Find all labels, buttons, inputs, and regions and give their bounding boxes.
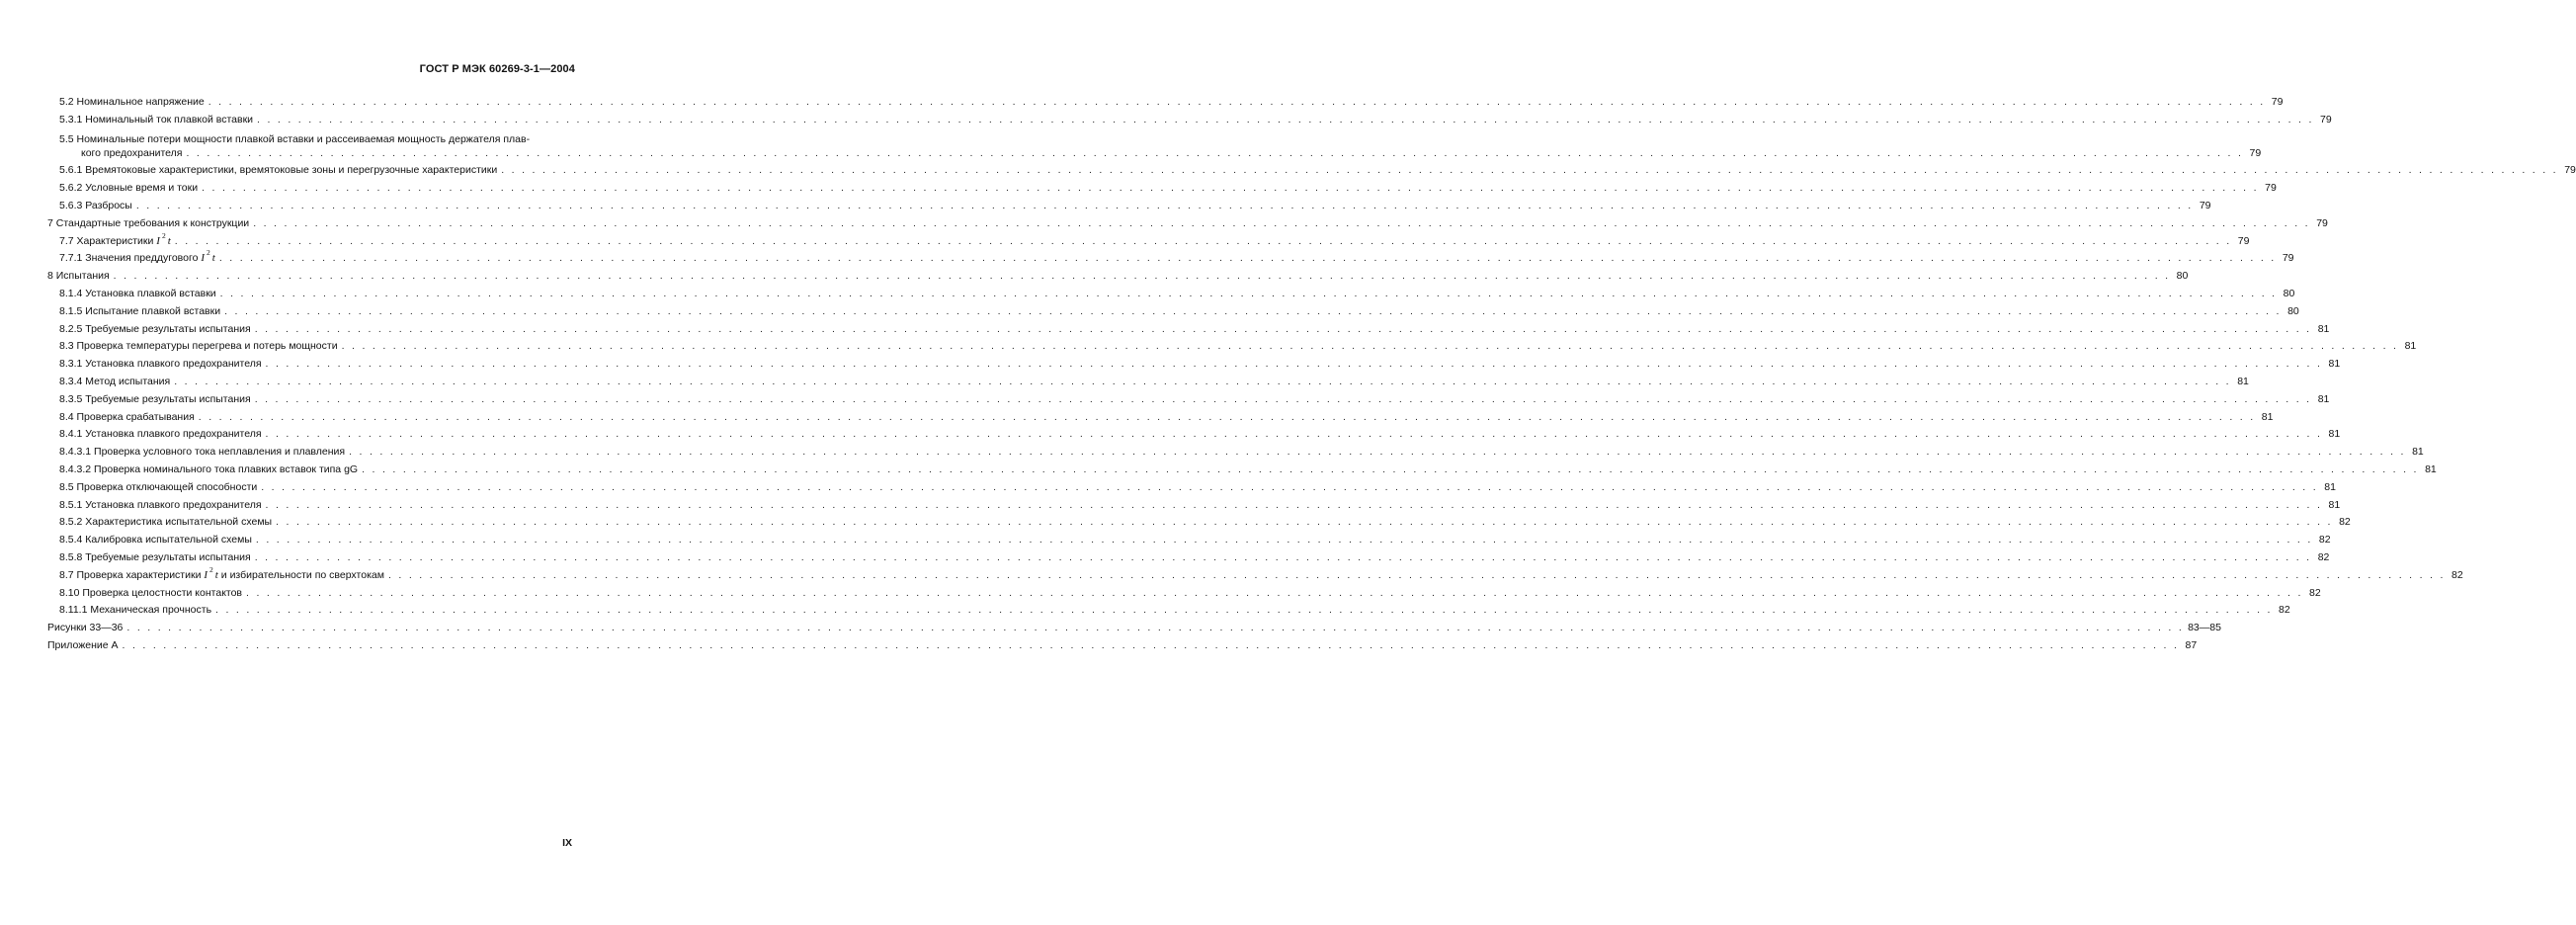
- toc-entry-title: 8.3 Проверка температуры перегрева и потерь мощности: [59, 340, 338, 353]
- toc-entry: [47, 617, 2221, 634]
- toc-entry-title: 8.4.1 Установка плавкого предохранителя: [59, 428, 262, 441]
- formula-exponent: 2: [207, 248, 210, 258]
- toc-entry-page: 81: [2425, 462, 2437, 475]
- toc-entry-title: 5.3.1 Номинальный ток плавкой вставки: [59, 113, 254, 126]
- toc-leader-dots: . . . . . . . . . . . . . . . . . . . . . . . . . . . . . . . . . . . . . . . . . . . . . . . . . . . . . . . . . . . . . . . . . . . . . . . . . . . . . . . . . . . . . . . . . . . . . . . . . . . . . . . . . . . . . . . . . . . . . . . . . . . . . . . . . . . . . . . . . . . . . . . . . . . . . . . . . . . . . . . . . . . . . . . . . . . . . . . . . . . . . . . . . . . . . . . . . . . . . . . .: [215, 604, 2273, 617]
- toc-leader-dots: . . . . . . . . . . . . . . . . . . . . . . . . . . . . . . . . . . . . . . . . . . . . . . . . . . . . . . . . . . . . . . . . . . . . . . . . . . . . . . . . . . . . . . . . . . . . . . . . . . . . . . . . . . . . . . . . . . . . . . . . . . . . . . . . . . . . . . . . . . . . . . . . . . . . . . . . . . . . . . . . . . . . . . . . . . . . . . . . . . . . . . . . . . . . . . . . . . . . . . . .: [198, 410, 2256, 423]
- toc-entry-title: 8.5.2 Характеристика испытательной схемы: [59, 516, 273, 529]
- formula-variable: t: [211, 252, 215, 265]
- toc-leader-dots: . . . . . . . . . . . . . . . . . . . . . . . . . . . . . . . . . . . . . . . . . . . . . . . . . . . . . . . . . . . . . . . . . . . . . . . . . . . . . . . . . . . . . . . . . . . . . . . . . . . . . . . . . . . . . . . . . . . . . . . . . . . . . . . . . . . . . . . . . . . . . . . . . . . . . . . . . . . . . . . . . . . . . . . . . . . . . . . . . . . . . . . . . . . . . . . . . . . . . . . .: [208, 95, 2266, 108]
- toc-entry-page: 82: [2339, 516, 2351, 529]
- toc-entry: [47, 248, 2294, 266]
- toc-entry-page: 79: [2282, 252, 2294, 265]
- toc-leader-dots: . . . . . . . . . . . . . . . . . . . . . . . . . . . . . . . . . . . . . . . . . . . . . . . . . . . . . . . . . . . . . . . . . . . . . . . . . . . . . . . . . . . . . . . . . . . . . . . . . . . . . . . . . . . . . . . . . . . . . . . . . . . . . . . . . . . . . . . . . . . . . . . . . . . . . . . . . . . . . . . . . . . . . . . . . . . . . . . . . . . . . . . . . . . . . . . . . . . . . . . .: [265, 358, 2323, 371]
- toc-leader-dots: . . . . . . . . . . . . . . . . . . . . . . . . . . . . . . . . . . . . . . . . . . . . . . . . . . . . . . . . . . . . . . . . . . . . . . . . . . . . . . . . . . . . . . . . . . . . . . . . . . . . . . . . . . . . . . . . . . . . . . . . . . . . . . . . . . . . . . . . . . . . . . . . . . . . . . . . . . . . . . . . . . . . . . . . . . . . . . . . . . . . . . . . . . . . . . . . . . . . . . . .: [276, 516, 2333, 529]
- toc-leader-dots: . . . . . . . . . . . . . . . . . . . . . . . . . . . . . . . . . . . . . . . . . . . . . . . . . . . . . . . . . . . . . . . . . . . . . . . . . . . . . . . . . . . . . . . . . . . . . . . . . . . . . . . . . . . . . . . . . . . . . . . . . . . . . . . . . . . . . . . . . . . . . . . . . . . . . . . . . . . . . . . . . . . . . . . . . . . . . . . . . . . . . . . . . . . . . . . . . . . . . . . .: [186, 146, 2244, 159]
- toc-leader-dots: . . . . . . . . . . . . . . . . . . . . . . . . . . . . . . . . . . . . . . . . . . . . . . . . . . . . . . . . . . . . . . . . . . . . . . . . . . . . . . . . . . . . . . . . . . . . . . . . . . . . . . . . . . . . . . . . . . . . . . . . . . . . . . . . . . . . . . . . . . . . . . . . . . . . . . . . . . . . . . . . . . . . . . . . . . . . . . . . . . . . . . . . . . . . . . . . . . . . . . . .: [218, 252, 2277, 265]
- toc-entry-title: [59, 246, 215, 265]
- toc-entry: [47, 318, 2330, 336]
- toc-entry-title: 8.5.8 Требуемые результаты испытания: [59, 550, 251, 563]
- toc-entry-title: 8.10 Проверка целостности контактов: [59, 586, 243, 599]
- toc-leader-dots: . . . . . . . . . . . . . . . . . . . . . . . . . . . . . . . . . . . . . . . . . . . . . . . . . . . . . . . . . . . . . . . . . . . . . . . . . . . . . . . . . . . . . . . . . . . . . . . . . . . . . . . . . . . . . . . . . . . . . . . . . . . . . . . . . . . . . . . . . . . . . . . . . . . . . . . . . . . . . . . . . . . . . . . . . . . . . . . . . . . . . . . . . . . . . . . . . . . . . . . .: [265, 428, 2323, 441]
- toc-entry: [47, 283, 2295, 300]
- toc-leader-dots: . . . . . . . . . . . . . . . . . . . . . . . . . . . . . . . . . . . . . . . . . . . . . . . . . . . . . . . . . . . . . . . . . . . . . . . . . . . . . . . . . . . . . . . . . . . . . . . . . . . . . . . . . . . . . . . . . . . . . . . . . . . . . . . . . . . . . . . . . . . . . . . . . . . . . . . . . . . . . . . . . . . . . . . . . . . . . . . . . . . . . . . . . . . . . . . . . . . . . . . .: [219, 287, 2278, 299]
- toc-entry-title: [59, 563, 384, 582]
- toc-entry-page: 82: [2317, 550, 2330, 563]
- table-of-contents: [47, 91, 2576, 652]
- formula-exponent: 2: [161, 230, 166, 240]
- toc-entry: [47, 424, 2341, 442]
- formula-symbol: I: [201, 252, 206, 265]
- toc-leader-dots: . . . . . . . . . . . . . . . . . . . . . . . . . . . . . . . . . . . . . . . . . . . . . . . . . . . . . . . . . . . . . . . . . . . . . . . . . . . . . . . . . . . . . . . . . . . . . . . . . . . . . . . . . . . . . . . . . . . . . . . . . . . . . . . . . . . . . . . . . . . . . . . . . . . . . . . . . . . . . . . . . . . . . . . . . . . . . . . . . . . . . . . . . . . . . . . . . . . . . . . .: [501, 164, 2558, 177]
- toc-entry-page: 81: [2328, 498, 2341, 511]
- toc-entry-page: 82: [2318, 534, 2331, 547]
- toc-entry-page: 79: [2249, 146, 2262, 159]
- toc-entry-title: 8.1.4 Установка плавкой вставки: [59, 287, 216, 299]
- toc-entry: [47, 126, 2262, 160]
- toc-entry-page: 79: [2237, 234, 2250, 247]
- toc-entry-title: 8.5.1 Установка плавкого предохранителя: [59, 498, 262, 511]
- toc-entry-page: 83—85: [2188, 622, 2221, 634]
- toc-entry-title: 8.3.5 Требуемые результаты испытания: [59, 392, 251, 405]
- toc-leader-dots: . . . . . . . . . . . . . . . . . . . . . . . . . . . . . . . . . . . . . . . . . . . . . . . . . . . . . . . . . . . . . . . . . . . . . . . . . . . . . . . . . . . . . . . . . . . . . . . . . . . . . . . . . . . . . . . . . . . . . . . . . . . . . . . . . . . . . . . . . . . . . . . . . . . . . . . . . . . . . . . . . . . . . . . . . . . . . . . . . . . . . . . . . . . . . . . . . . . . . . . .: [261, 480, 2318, 493]
- toc-entry-title: 8.4.3.2 Проверка номинального тока плавких вставок типа gG: [59, 462, 359, 475]
- toc-entry: [47, 388, 2330, 406]
- toc-entry-title: 5.2 Номинальное напряжение: [59, 95, 205, 108]
- toc-entry-title: 8.2.5 Требуемые результаты испытания: [59, 322, 251, 335]
- toc-entry: [47, 265, 2189, 283]
- toc-entry-title: 8.4 Проверка срабатывания: [59, 410, 195, 423]
- toc-entry: [47, 230, 2250, 248]
- toc-leader-dots: . . . . . . . . . . . . . . . . . . . . . . . . . . . . . . . . . . . . . . . . . . . . . . . . . . . . . . . . . . . . . . . . . . . . . . . . . . . . . . . . . . . . . . . . . . . . . . . . . . . . . . . . . . . . . . . . . . . . . . . . . . . . . . . . . . . . . . . . . . . . . . . . . . . . . . . . . . . . . . . . . . . . . . . . . . . . . . . . . . . . . . . . . . . . . . . . . . . . . . . .: [126, 622, 2185, 634]
- toc-entry-page: 81: [2328, 428, 2341, 441]
- toc-entry-title: 8.1.5 Испытание плавкой вставки: [59, 304, 221, 317]
- toc-entry-page: 79: [2271, 95, 2284, 108]
- toc-entry-title-text: 7.7 Характеристики: [59, 234, 154, 247]
- toc-entry-page: 82: [2309, 586, 2321, 599]
- toc-entry-page: 79: [2320, 113, 2332, 126]
- toc-entry-page: 81: [2317, 322, 2330, 335]
- toc-entry-title: 8 Испытания: [47, 270, 110, 283]
- toc-entry-title: 5.6.3 Разбросы: [59, 199, 132, 211]
- toc-entry-title: Рисунки 33—36: [47, 622, 124, 634]
- toc-entry: [47, 371, 2249, 388]
- toc-entry-title: [59, 132, 2261, 160]
- document-header: ГОСТ Р МЭК 60269-3-1—2004: [419, 63, 575, 75]
- toc-entry-title: 8.5.4 Калибровка испытательной схемы: [59, 534, 252, 547]
- toc-leader-dots: . . . . . . . . . . . . . . . . . . . . . . . . . . . . . . . . . . . . . . . . . . . . . . . . . . . . . . . . . . . . . . . . . . . . . . . . . . . . . . . . . . . . . . . . . . . . . . . . . . . . . . . . . . . . . . . . . . . . . . . . . . . . . . . . . . . . . . . . . . . . . . . . . . . . . . . . . . . . . . . . . . . . . . . . . . . . . . . . . . . . . . . . . . . . . . . . . . . . . . . .: [135, 199, 2194, 211]
- toc-entry-title-tail: и избирательности по сверхтокам: [220, 568, 384, 581]
- page-number: IX: [562, 837, 572, 849]
- toc-entry-page: 81: [2261, 410, 2274, 423]
- toc-entry: [47, 91, 2284, 109]
- toc-entry: [47, 529, 2331, 547]
- toc-entry-page: 81: [2412, 446, 2424, 459]
- toc-entry-title: 8.3.4 Метод испытания: [59, 375, 171, 387]
- formula-variable: t: [167, 234, 171, 247]
- toc-entry: [47, 512, 2351, 530]
- toc-entry: [47, 300, 2299, 318]
- toc-entry-page: 81: [2317, 392, 2330, 405]
- toc-entry: [47, 600, 2290, 618]
- toc-entry-title: Приложение А: [47, 638, 119, 651]
- toc-entry: [47, 336, 2417, 354]
- toc-entry-page: 79: [2564, 164, 2576, 177]
- toc-entry: [47, 177, 2277, 195]
- toc-entry: [47, 476, 2336, 494]
- toc-entry-page: 81: [2328, 358, 2341, 371]
- toc-entry: [47, 441, 2424, 459]
- toc-entry-title-line1: 5.5 Номинальные потери мощности плавкой вставки и рассеиваемая мощность держателя плав-: [59, 132, 531, 145]
- toc-leader-dots: . . . . . . . . . . . . . . . . . . . . . . . . . . . . . . . . . . . . . . . . . . . . . . . . . . . . . . . . . . . . . . . . . . . . . . . . . . . . . . . . . . . . . . . . . . . . . . . . . . . . . . . . . . . . . . . . . . . . . . . . . . . . . . . . . . . . . . . . . . . . . . . . . . . . . . . . . . . . . . . . . . . . . . . . . . . . . . . . . . . . . . . . . . . . . . . . . . . . . . . .: [224, 304, 2282, 317]
- toc-entry-title: 8.5 Проверка отключающей способности: [59, 480, 258, 493]
- toc-leader-dots: . . . . . . . . . . . . . . . . . . . . . . . . . . . . . . . . . . . . . . . . . . . . . . . . . . . . . . . . . . . . . . . . . . . . . . . . . . . . . . . . . . . . . . . . . . . . . . . . . . . . . . . . . . . . . . . . . . . . . . . . . . . . . . . . . . . . . . . . . . . . . . . . . . . . . . . . . . . . . . . . . . . . . . . . . . . . . . . . . . . . . . . . . . . . . . . . . . . . . . . .: [122, 638, 2180, 651]
- toc-entry-page: 81: [2237, 375, 2249, 387]
- toc-entry-title: 8.3.1 Установка плавкого предохранителя: [59, 358, 262, 371]
- toc-entry-title: [59, 229, 171, 248]
- toc-leader-dots: . . . . . . . . . . . . . . . . . . . . . . . . . . . . . . . . . . . . . . . . . . . . . . . . . . . . . . . . . . . . . . . . . . . . . . . . . . . . . . . . . . . . . . . . . . . . . . . . . . . . . . . . . . . . . . . . . . . . . . . . . . . . . . . . . . . . . . . . . . . . . . . . . . . . . . . . . . . . . . . . . . . . . . . . . . . . . . . . . . . . . . . . . . . . . . . . . . . . . . . .: [255, 534, 2313, 547]
- toc-entry-title-text: 7.7.1 Значения преддугового: [59, 252, 199, 265]
- toc-entry: [47, 406, 2274, 424]
- toc-entry-title: 7 Стандартные требования к конструкции: [47, 216, 250, 229]
- toc-leader-dots: . . . . . . . . . . . . . . . . . . . . . . . . . . . . . . . . . . . . . . . . . . . . . . . . . . . . . . . . . . . . . . . . . . . . . . . . . . . . . . . . . . . . . . . . . . . . . . . . . . . . . . . . . . . . . . . . . . . . . . . . . . . . . . . . . . . . . . . . . . . . . . . . . . . . . . . . . . . . . . . . . . . . . . . . . . . . . . . . . . . . . . . . . . . . . . . . . . . . . . . .: [253, 216, 2310, 229]
- toc-entry-page: 81: [2404, 340, 2417, 353]
- toc-entry-page: 79: [2199, 199, 2211, 211]
- toc-leader-dots: . . . . . . . . . . . . . . . . . . . . . . . . . . . . . . . . . . . . . . . . . . . . . . . . . . . . . . . . . . . . . . . . . . . . . . . . . . . . . . . . . . . . . . . . . . . . . . . . . . . . . . . . . . . . . . . . . . . . . . . . . . . . . . . . . . . . . . . . . . . . . . . . . . . . . . . . . . . . . . . . . . . . . . . . . . . . . . . . . . . . . . . . . . . . . . . . . . . . . . . .: [174, 375, 2231, 387]
- toc-entry-page: 82: [2451, 568, 2463, 581]
- toc-entry: [47, 353, 2341, 371]
- toc-entry-title: 8.11.1 Механическая прочность: [59, 604, 212, 617]
- toc-entry: [47, 564, 2463, 582]
- toc-leader-dots: . . . . . . . . . . . . . . . . . . . . . . . . . . . . . . . . . . . . . . . . . . . . . . . . . . . . . . . . . . . . . . . . . . . . . . . . . . . . . . . . . . . . . . . . . . . . . . . . . . . . . . . . . . . . . . . . . . . . . . . . . . . . . . . . . . . . . . . . . . . . . . . . . . . . . . . . . . . . . . . . . . . . . . . . . . . . . . . . . . . . . . . . . . . . . . . . . . . . . . . .: [202, 182, 2259, 195]
- toc-leader-dots: . . . . . . . . . . . . . . . . . . . . . . . . . . . . . . . . . . . . . . . . . . . . . . . . . . . . . . . . . . . . . . . . . . . . . . . . . . . . . . . . . . . . . . . . . . . . . . . . . . . . . . . . . . . . . . . . . . . . . . . . . . . . . . . . . . . . . . . . . . . . . . . . . . . . . . . . . . . . . . . . . . . . . . . . . . . . . . . . . . . . . . . . . . . . . . . . . . . . . . . .: [254, 322, 2312, 335]
- toc-leader-dots: . . . . . . . . . . . . . . . . . . . . . . . . . . . . . . . . . . . . . . . . . . . . . . . . . . . . . . . . . . . . . . . . . . . . . . . . . . . . . . . . . . . . . . . . . . . . . . . . . . . . . . . . . . . . . . . . . . . . . . . . . . . . . . . . . . . . . . . . . . . . . . . . . . . . . . . . . . . . . . . . . . . . . . . . . . . . . . . . . . . . . . . . . . . . . . . . . . . . . . . .: [246, 586, 2303, 599]
- toc-entry: [47, 195, 2211, 212]
- toc-leader-dots: . . . . . . . . . . . . . . . . . . . . . . . . . . . . . . . . . . . . . . . . . . . . . . . . . . . . . . . . . . . . . . . . . . . . . . . . . . . . . . . . . . . . . . . . . . . . . . . . . . . . . . . . . . . . . . . . . . . . . . . . . . . . . . . . . . . . . . . . . . . . . . . . . . . . . . . . . . . . . . . . . . . . . . . . . . . . . . . . . . . . . . . . . . . . . . . . . . . . . . . .: [387, 568, 2446, 581]
- formula-variable: t: [214, 568, 218, 581]
- toc-entry: [47, 494, 2341, 512]
- toc-leader-dots: . . . . . . . . . . . . . . . . . . . . . . . . . . . . . . . . . . . . . . . . . . . . . . . . . . . . . . . . . . . . . . . . . . . . . . . . . . . . . . . . . . . . . . . . . . . . . . . . . . . . . . . . . . . . . . . . . . . . . . . . . . . . . . . . . . . . . . . . . . . . . . . . . . . . . . . . . . . . . . . . . . . . . . . . . . . . . . . . . . . . . . . . . . . . . . . . . . . . . . . .: [174, 234, 2232, 247]
- toc-entry-title-text: 8.7 Проверка характеристики: [59, 568, 202, 581]
- toc-entry-page: 80: [2283, 287, 2295, 299]
- toc-entry-page: 79: [2316, 216, 2328, 229]
- toc-leader-dots: . . . . . . . . . . . . . . . . . . . . . . . . . . . . . . . . . . . . . . . . . . . . . . . . . . . . . . . . . . . . . . . . . . . . . . . . . . . . . . . . . . . . . . . . . . . . . . . . . . . . . . . . . . . . . . . . . . . . . . . . . . . . . . . . . . . . . . . . . . . . . . . . . . . . . . . . . . . . . . . . . . . . . . . . . . . . . . . . . . . . . . . . . . . . . . . . . . . . . . . .: [265, 498, 2323, 511]
- formula-symbol: I: [204, 568, 208, 581]
- toc-entry-page: 79: [2265, 182, 2277, 195]
- toc-leader-dots: . . . . . . . . . . . . . . . . . . . . . . . . . . . . . . . . . . . . . . . . . . . . . . . . . . . . . . . . . . . . . . . . . . . . . . . . . . . . . . . . . . . . . . . . . . . . . . . . . . . . . . . . . . . . . . . . . . . . . . . . . . . . . . . . . . . . . . . . . . . . . . . . . . . . . . . . . . . . . . . . . . . . . . . . . . . . . . . . . . . . . . . . . . . . . . . . . . . . . . . .: [349, 446, 2406, 459]
- toc-entry: [47, 160, 2576, 178]
- formula-symbol: I: [156, 234, 160, 247]
- toc-entry: [47, 212, 2328, 230]
- toc-entry: [47, 547, 2330, 564]
- toc-entry-page: 81: [2324, 480, 2336, 493]
- toc-entry-title: 5.6.2 Условные время и токи: [59, 182, 199, 195]
- toc-entry: [47, 109, 2332, 126]
- toc-entry-title: 5.6.1 Времятоковые характеристики, времятоковые зоны и перегрузочные характеристики: [59, 164, 498, 177]
- toc-leader-dots: . . . . . . . . . . . . . . . . . . . . . . . . . . . . . . . . . . . . . . . . . . . . . . . . . . . . . . . . . . . . . . . . . . . . . . . . . . . . . . . . . . . . . . . . . . . . . . . . . . . . . . . . . . . . . . . . . . . . . . . . . . . . . . . . . . . . . . . . . . . . . . . . . . . . . . . . . . . . . . . . . . . . . . . . . . . . . . . . . . . . . . . . . . . . . . . . . . . . . . . .: [113, 270, 2171, 283]
- toc-entry: [47, 634, 2198, 652]
- toc-leader-dots: . . . . . . . . . . . . . . . . . . . . . . . . . . . . . . . . . . . . . . . . . . . . . . . . . . . . . . . . . . . . . . . . . . . . . . . . . . . . . . . . . . . . . . . . . . . . . . . . . . . . . . . . . . . . . . . . . . . . . . . . . . . . . . . . . . . . . . . . . . . . . . . . . . . . . . . . . . . . . . . . . . . . . . . . . . . . . . . . . . . . . . . . . . . . . . . . . . . . . . . .: [362, 462, 2419, 475]
- formula-exponent: 2: [209, 564, 213, 574]
- toc-entry-page: 82: [2279, 604, 2290, 617]
- toc-leader-dots: . . . . . . . . . . . . . . . . . . . . . . . . . . . . . . . . . . . . . . . . . . . . . . . . . . . . . . . . . . . . . . . . . . . . . . . . . . . . . . . . . . . . . . . . . . . . . . . . . . . . . . . . . . . . . . . . . . . . . . . . . . . . . . . . . . . . . . . . . . . . . . . . . . . . . . . . . . . . . . . . . . . . . . . . . . . . . . . . . . . . . . . . . . . . . . . . . . . . . . . .: [254, 392, 2312, 405]
- toc-entry-title: 8.4.3.1 Проверка условного тока неплавления и плавления: [59, 446, 346, 459]
- toc-leader-dots: . . . . . . . . . . . . . . . . . . . . . . . . . . . . . . . . . . . . . . . . . . . . . . . . . . . . . . . . . . . . . . . . . . . . . . . . . . . . . . . . . . . . . . . . . . . . . . . . . . . . . . . . . . . . . . . . . . . . . . . . . . . . . . . . . . . . . . . . . . . . . . . . . . . . . . . . . . . . . . . . . . . . . . . . . . . . . . . . . . . . . . . . . . . . . . . . . . . . . . . .: [254, 550, 2312, 563]
- toc-entry: [47, 582, 2321, 600]
- toc-entry-page: 80: [2287, 304, 2299, 317]
- toc-leader-dots: . . . . . . . . . . . . . . . . . . . . . . . . . . . . . . . . . . . . . . . . . . . . . . . . . . . . . . . . . . . . . . . . . . . . . . . . . . . . . . . . . . . . . . . . . . . . . . . . . . . . . . . . . . . . . . . . . . . . . . . . . . . . . . . . . . . . . . . . . . . . . . . . . . . . . . . . . . . . . . . . . . . . . . . . . . . . . . . . . . . . . . . . . . . . . . . . . . . . . . . .: [257, 113, 2314, 126]
- toc-leader-dots: . . . . . . . . . . . . . . . . . . . . . . . . . . . . . . . . . . . . . . . . . . . . . . . . . . . . . . . . . . . . . . . . . . . . . . . . . . . . . . . . . . . . . . . . . . . . . . . . . . . . . . . . . . . . . . . . . . . . . . . . . . . . . . . . . . . . . . . . . . . . . . . . . . . . . . . . . . . . . . . . . . . . . . . . . . . . . . . . . . . . . . . . . . . . . . . . . . . . . . . .: [341, 340, 2399, 353]
- toc-entry-title-line2: кого предохранителя: [81, 146, 183, 159]
- toc-entry: [47, 459, 2437, 476]
- toc-entry-page: 87: [2185, 638, 2198, 651]
- toc-entry-page: 80: [2176, 270, 2189, 283]
